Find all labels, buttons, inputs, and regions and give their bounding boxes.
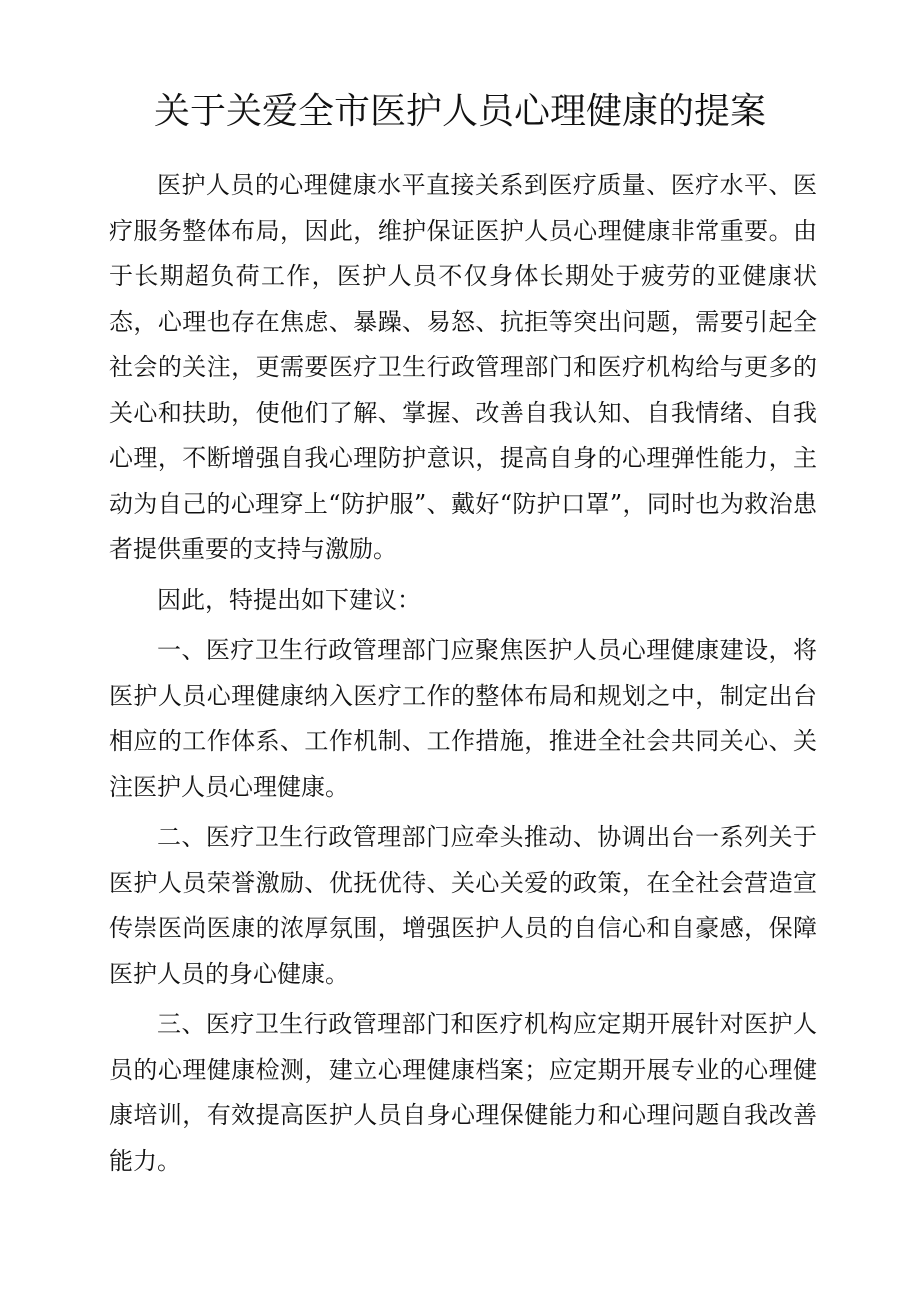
document-title: 关于关爱全市医护人员心理健康的提案 — [153, 91, 766, 132]
paragraph-suggestion-3: 三、医疗卫生行政管理部门和医疗机构应定期开展针对医护人员的心理健康检测，建立心理健康档案；应定期开展专业的心理健康培训，有效提高医护人员自身心理保健能力和心理问题自我改善能力。 — [109, 1010, 817, 1175]
paragraph-suggestions-lead: 因此，特提出如下建议： — [157, 585, 421, 614]
paragraph-suggestion-1: 一、医疗卫生行政管理部门应聚焦医护人员心理健康建设，将医护人员心理健康纳入医疗工作的整体布局和规划之中，制定出台相应的工作体系、工作机制、工作措施，推进全社会共同关心、关注医护人员心理健康。 — [109, 636, 817, 801]
document-body — [109, 163, 817, 1189]
paragraph-suggestion-2: 二、医疗卫生行政管理部门应牵头推动、协调出台一系列关于医护人员荣誉激励、优抚优待、关心关爱的政策，在全社会营造宣传崇医尚医康的浓厚氛围，增强医护人员的自信心和自豪感，保障医护人员的身心健康。 — [109, 823, 817, 988]
paragraph-intro: 医护人员的心理健康水平直接关系到医疗质量、医疗水平、医疗服务整体布局，因此，维护保证医护人员心理健康非常重要。由于长期超负荷工作，医护人员不仅身体长期处于疲劳的亚健康状态，心理也存在焦虑、暴躁、易怒、抗拒等突出问题，需要引起全社会的关注，更需要医疗卫生行政管理部门和医疗机构给与更多的关心和扶助，使他们了解、掌握、改善自我认知、自我情绪、自我心理，不断增强自我心理防护意识，提高自身的心理弹性能力，主动为自己的心理穿上“防护服”、戴好“防护口罩”，同时也为救治患者提供重要的支持与激励。 — [109, 171, 817, 563]
